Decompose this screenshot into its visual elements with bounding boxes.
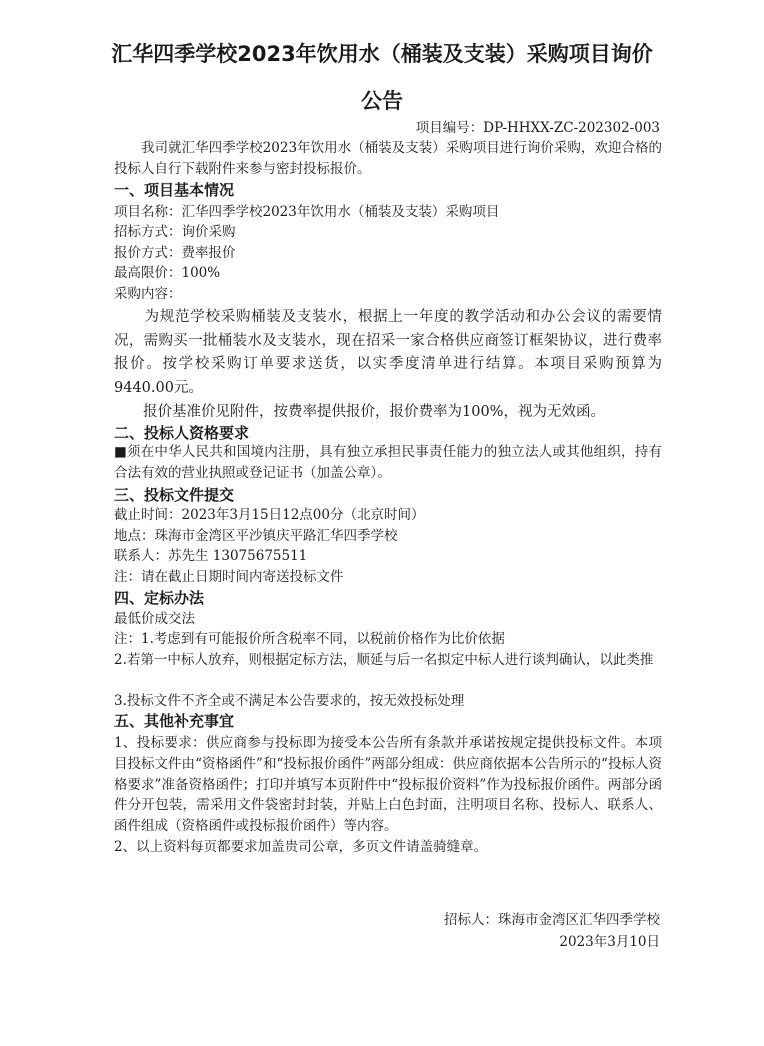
supplement-item-2: 2、以上资料每页都要求加盖贵司公章，多页文件请盖骑缝章。 [114, 839, 488, 855]
content-paragraph-2: 报价基准价见附件，按费率提供报价，报价费率为100%，视为无效函。 [114, 404, 605, 420]
project-name: 项目名称：汇华四季学校2023年饮用水（桶装及支装）采购项目 [114, 204, 500, 220]
document-title-line2: 公告 [361, 89, 403, 113]
submission-address: 地点：珠海市金湾区平沙镇庆平路汇华四季学校 [114, 528, 398, 544]
section5-heading: 五、其他补充事宜 [114, 712, 235, 730]
content-paragraph-1: 为规范学校采购桶装及支装水，根据上一年度的教学活动和办公会议的需要情况，需购买一批桶装水及支装水，现在招采一家合格供应商签订框架协议，进行费率报价。按学校采购订单要求送货，以实季度清单进行结算。本项目采购预算为9440.00元。 [114, 309, 662, 396]
signature-date: 2023年3月10日 [559, 934, 660, 950]
supplement-item-1: 1、投标要求：供应商参与投标即为接受本公告所有条款并承诺按规定提供投标文件。本项目投标文件由“资格函件”和“投标报价函件”两部分组成：供应商依据本公告所示的“投标人资格要求”准备资格函件；打印并填写本页附件中“投标报价资料”作为投标报价函件。两部分函件分开包装，需采用文件袋密封封装，并贴上白色封面，注明项目名称、投标人、联系人、函件组成（资格函件或投标报价函件）等内容。 [114, 735, 662, 835]
award-note-3: 3.投标文件不齐全或不满足本公告要求的，按无效投标处理 [114, 693, 465, 709]
quote-method: 报价方式：费率报价 [114, 245, 236, 261]
section1-heading: 一、项目基本情况 [114, 181, 235, 199]
submission-note: 注：请在截止日期时间内寄送投标文件 [114, 569, 344, 585]
qualification-text: ■须在中华人民共和国境内注册，具有独立承担民事责任能力的独立法人或其他组织，持有合法有效的营业执照或登记证书（加盖公章）。 [114, 444, 662, 481]
tenderer-signature: 招标人：珠海市金湾区汇华四季学校 [444, 912, 660, 928]
content-label: 采购内容： [114, 286, 182, 302]
bid-method: 招标方式：询价采购 [114, 224, 236, 240]
document-title-line1: 汇华四季学校2023年饮用水（桶装及支装）采购项目询价 [111, 42, 653, 66]
award-note-2: 2.若第一中标人放弃，则根据定标方法，顺延与后一名拟定中标人进行谈判确认，以此类推 [114, 652, 654, 668]
section3-heading: 三、投标文件提交 [114, 486, 235, 504]
project-number: 项目编号：DP-HHXX-ZC-202302-003 [415, 120, 660, 136]
award-method: 最低价成交法 [114, 611, 195, 627]
intro-paragraph: 我司就汇华四季学校2023年饮用水（桶装及支装）采购项目进行询价采购，欢迎合格的投标人自行下载附件来参与密封投标报价。 [114, 140, 662, 177]
submission-deadline: 截止时间：2023年3月15日12点00分（北京时间） [114, 507, 425, 523]
award-note-1: 注：1.考虑到有可能报价所含税率不同，以税前价格作为比价依据 [114, 631, 505, 647]
max-price: 最高限价：100% [114, 265, 221, 281]
section2-heading: 二、投标人资格要求 [114, 424, 250, 442]
section4-heading: 四、定标办法 [114, 589, 205, 607]
contact-person: 联系人：苏先生 13075675511 [114, 548, 308, 564]
